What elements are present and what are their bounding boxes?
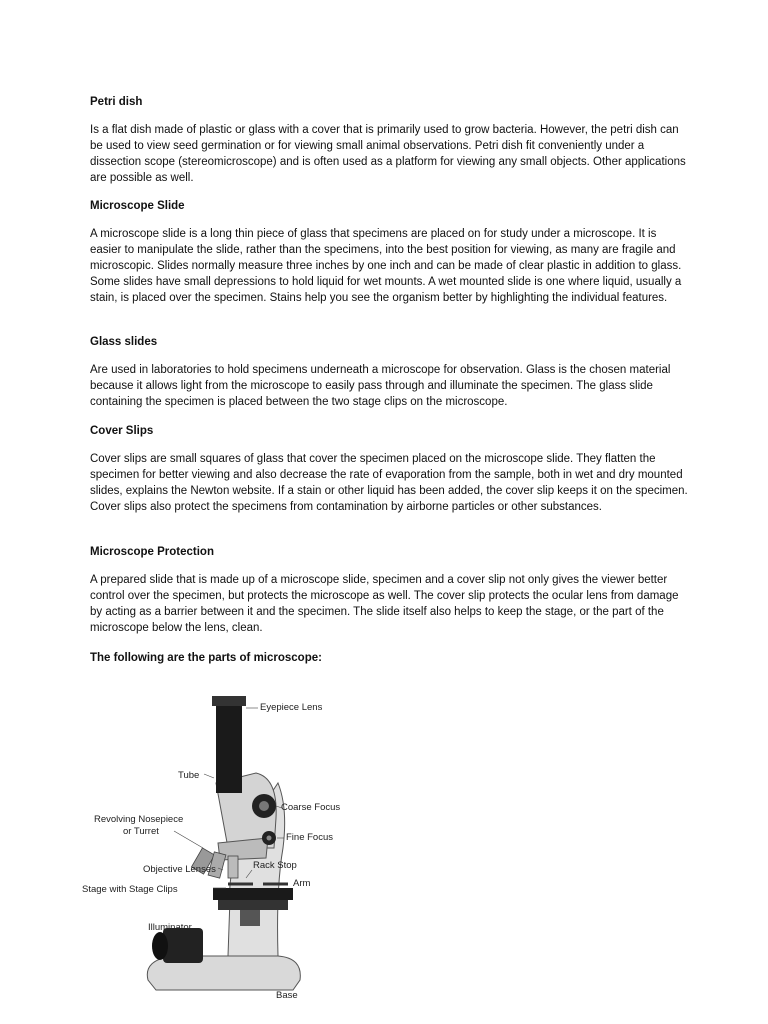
section-heading: Petri dish bbox=[90, 96, 143, 108]
label-nosepiece-turret: or Turret bbox=[123, 826, 159, 837]
microscope-illustration bbox=[78, 688, 358, 1018]
label-arm: Arm bbox=[293, 878, 311, 889]
label-rack-stop: Rack Stop bbox=[253, 860, 297, 871]
label-nosepiece: Revolving Nosepiece bbox=[94, 814, 184, 825]
section-microscope-slide bbox=[90, 198, 690, 306]
label-stage-with-stage-clips: Stage with Stage Clips bbox=[82, 884, 178, 895]
parts-title: The following are the parts of microscope: bbox=[90, 652, 322, 664]
section-heading: Microscope Protection bbox=[90, 546, 214, 558]
label-illuminator: Illuminator bbox=[148, 922, 192, 933]
section-body: A prepared slide that is made up of a microscope slide, specimen and a cover slip not only gives the viewer better control over the specimen, but protects the microscope as well. The cover slip protects the ocular lens from damage by acting as a barrier between it and the specimen. The slide itself also helps to keep the stage, or the part of the microscope below the lens, clean. bbox=[90, 574, 679, 634]
microscope-diagram bbox=[78, 688, 358, 1018]
label-coarse-focus: Coarse Focus bbox=[281, 802, 341, 813]
label-objective-lenses: Objective Lenses bbox=[143, 864, 216, 875]
parts-title-block bbox=[90, 650, 690, 666]
section-microscope-protection bbox=[90, 544, 690, 636]
section-heading: Glass slides bbox=[90, 336, 158, 348]
section-cover-slips bbox=[90, 423, 690, 515]
section-body: Cover slips are small squares of glass that cover the specimen placed on the microscope slide. They flatten the specimen for better viewing and also decrease the rate of evaporation from the sample, both in wet and dry mounted slides, explains the Newton website. If a stain or other liquid has been added, the cover slip keeps it on the specimen. Cover slips also protect the specimens from contamination by airborne particles or other substances. bbox=[90, 453, 688, 513]
section-heading: Microscope Slide bbox=[90, 200, 185, 212]
label-base: Base bbox=[276, 990, 298, 1001]
section-glass-slides bbox=[90, 334, 690, 410]
section-body: Are used in laboratories to hold specimens underneath a microscope for observation. Glass is the chosen material because it allows light from the microscope to easily pass through and illuminate the specimen. The glass slide containing the specimen is placed between the two stage clips on the microscope. bbox=[90, 364, 671, 408]
section-heading: Cover Slips bbox=[90, 425, 154, 437]
label-eyepiece-lens: Eyepiece Lens bbox=[260, 702, 323, 713]
section-body: Is a flat dish made of plastic or glass with a cover that is primarily used to grow bacteria. However, the petri dish can be used to view seed germination or for viewing small animal observations. Petri dish fit conveniently under a dissection scope (stereomicroscope) and is often used as a platform for viewing any small objects. Other applications are possible as well. bbox=[90, 124, 686, 184]
section-body: A microscope slide is a long thin piece of glass that specimens are placed on for study under a microscope. It is easier to manipulate the slide, rather than the specimens, into the best position for viewing, as many are fragile and microscopic. Slides normally measure three inches by one inch and can be made of clear plastic in addition to glass. Some slides have small depressions to hold liquid for wet mounts. A wet mounted slide is one where liquid, usually a stain, is placed over the specimen. Stains help you see the organism better by highlighting the individual features. bbox=[90, 228, 682, 304]
label-fine-focus: Fine Focus bbox=[286, 832, 333, 843]
section-petri-dish bbox=[90, 94, 690, 186]
label-tube: Tube bbox=[178, 770, 200, 781]
